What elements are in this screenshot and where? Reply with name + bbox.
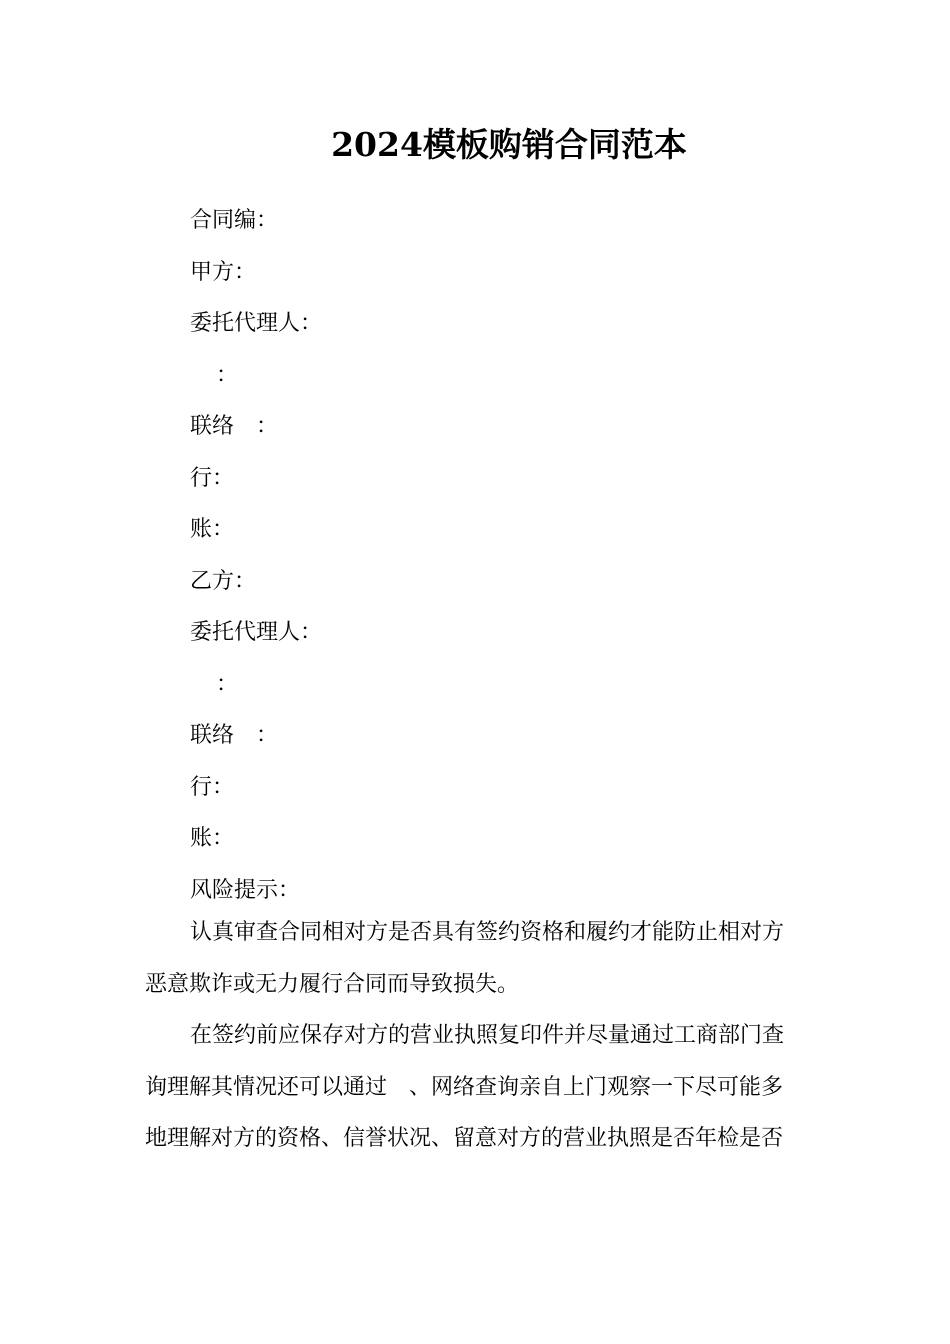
paragraph-2 <box>145 1010 805 1165</box>
paragraph-line: 地理解对方的资格、信誉状况、留意对方的营业执照是否年检是否 <box>145 1126 784 1151</box>
field-party-a-account: 账： <box>190 517 235 542</box>
field-party-a: 甲方： <box>190 259 257 285</box>
field-party-b-contact: 联络 ： <box>190 723 279 748</box>
field-party-a-blank: ： <box>216 362 239 388</box>
field-party-b-account: 账： <box>190 826 235 851</box>
field-party-b-agent: 委托代理人： <box>190 620 323 645</box>
paragraph-line: 询理解其情况还可以通过 、网络查询亲自上门观察一下尽可能多 <box>145 1074 784 1100</box>
field-risk-notice: 风险提示： <box>190 877 301 903</box>
document-title: 2024模板购销合同范本 <box>331 125 687 164</box>
paragraph-1 <box>145 907 805 1010</box>
risk-notice-body <box>145 907 805 1165</box>
field-party-b-blank: ： <box>216 671 239 697</box>
paragraph-line: 恶意欺诈或无力履行合同而导致损失。 <box>145 971 520 997</box>
field-party-b-bank: 行： <box>190 774 235 800</box>
field-party-a-contact: 联络 ： <box>190 414 279 439</box>
field-party-a-agent: 委托代理人： <box>190 311 323 336</box>
paragraph-line: 认真审查合同相对方是否具有签约资格和履约才能防止相对方 <box>190 920 785 945</box>
contract-fields <box>190 195 810 916</box>
field-party-a-bank: 行： <box>190 465 235 491</box>
paragraph-line: 在签约前应保存对方的营业执照复印件并尽量通过工商部门查 <box>190 1023 785 1048</box>
field-contract-number: 合同编： <box>190 208 279 233</box>
field-party-b: 乙方： <box>190 568 257 594</box>
